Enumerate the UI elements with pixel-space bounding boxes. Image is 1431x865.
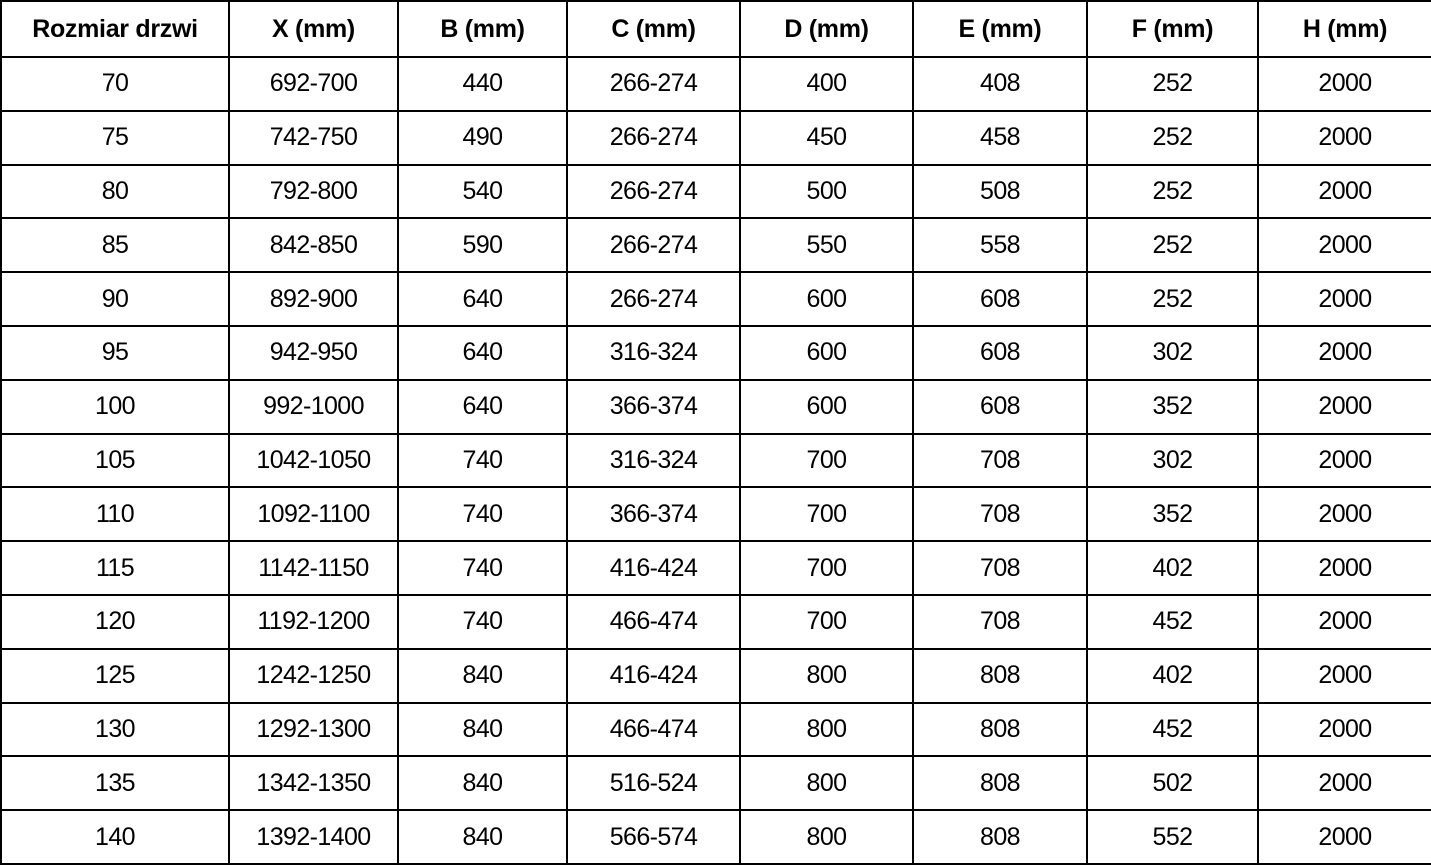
table-row	[1, 326, 1431, 380]
dimension-cell: 252	[1087, 111, 1258, 165]
door-size-cell: 75	[1, 111, 229, 165]
dimension-cell: 590	[398, 218, 567, 272]
table-row	[1, 111, 1431, 165]
door-size-cell: 120	[1, 595, 229, 649]
table-row	[1, 487, 1431, 541]
dimension-cell: 1142-1150	[229, 541, 398, 595]
dimension-cell: 366-374	[567, 380, 740, 434]
dimension-cell: 2000	[1258, 272, 1431, 326]
dimension-cell: 808	[913, 649, 1087, 703]
dimension-cell: 252	[1087, 57, 1258, 111]
dimension-cell: 2000	[1258, 810, 1431, 864]
dimension-cell: 708	[913, 487, 1087, 541]
dimension-cell: 452	[1087, 595, 1258, 649]
table-row	[1, 380, 1431, 434]
dimension-cell: 500	[740, 165, 913, 219]
dimension-cell: 352	[1087, 487, 1258, 541]
dimension-cell: 266-274	[567, 165, 740, 219]
column-header-c: C (mm)	[567, 1, 740, 57]
dimension-cell: 458	[913, 111, 1087, 165]
door-size-cell: 70	[1, 57, 229, 111]
dimension-cell: 692-700	[229, 57, 398, 111]
dimension-cell: 708	[913, 595, 1087, 649]
dimension-cell: 2000	[1258, 57, 1431, 111]
dimension-cell: 2000	[1258, 165, 1431, 219]
dimension-cell: 252	[1087, 165, 1258, 219]
dimension-cell: 700	[740, 487, 913, 541]
dimension-cell: 842-850	[229, 218, 398, 272]
table-row	[1, 57, 1431, 111]
dimension-cell: 452	[1087, 703, 1258, 757]
dimension-cell: 2000	[1258, 703, 1431, 757]
dimension-cell: 600	[740, 326, 913, 380]
dimension-cell: 740	[398, 434, 567, 488]
dimension-cell: 840	[398, 649, 567, 703]
dimension-cell: 1042-1050	[229, 434, 398, 488]
dimension-cell: 2000	[1258, 649, 1431, 703]
dimension-cell: 1192-1200	[229, 595, 398, 649]
dimension-cell: 1342-1350	[229, 756, 398, 810]
dimension-cell: 502	[1087, 756, 1258, 810]
dimension-cell: 2000	[1258, 326, 1431, 380]
dimension-cell: 316-324	[567, 326, 740, 380]
dimension-cell: 740	[398, 541, 567, 595]
dimension-cell: 466-474	[567, 703, 740, 757]
dimension-cell: 942-950	[229, 326, 398, 380]
table-row	[1, 703, 1431, 757]
door-size-cell: 95	[1, 326, 229, 380]
table-row	[1, 165, 1431, 219]
column-header-door-size: Rozmiar drzwi	[1, 1, 229, 57]
dimension-cell: 1392-1400	[229, 810, 398, 864]
dimension-cell: 808	[913, 756, 1087, 810]
dimension-cell: 608	[913, 326, 1087, 380]
dimension-cell: 508	[913, 165, 1087, 219]
dimension-cell: 808	[913, 810, 1087, 864]
column-header-h: H (mm)	[1258, 1, 1431, 57]
dimension-cell: 640	[398, 272, 567, 326]
dimension-cell: 608	[913, 272, 1087, 326]
column-header-e: E (mm)	[913, 1, 1087, 57]
dimension-cell: 550	[740, 218, 913, 272]
dimension-cell: 992-1000	[229, 380, 398, 434]
dimension-cell: 2000	[1258, 380, 1431, 434]
dimension-cell: 1292-1300	[229, 703, 398, 757]
door-size-cell: 125	[1, 649, 229, 703]
dimension-cell: 2000	[1258, 487, 1431, 541]
column-header-d: D (mm)	[740, 1, 913, 57]
dimension-cell: 402	[1087, 649, 1258, 703]
door-size-cell: 135	[1, 756, 229, 810]
table-body	[1, 57, 1431, 864]
dimension-cell: 640	[398, 380, 567, 434]
column-header-x: X (mm)	[229, 1, 398, 57]
column-header-f: F (mm)	[1087, 1, 1258, 57]
door-size-cell: 130	[1, 703, 229, 757]
dimension-cell: 252	[1087, 272, 1258, 326]
dimension-cell: 800	[740, 810, 913, 864]
dimension-cell: 266-274	[567, 272, 740, 326]
dimension-cell: 2000	[1258, 434, 1431, 488]
dimension-cell: 708	[913, 434, 1087, 488]
dimension-cell: 266-274	[567, 111, 740, 165]
dimension-cell: 840	[398, 756, 567, 810]
dimension-cell: 840	[398, 810, 567, 864]
dimension-cell: 2000	[1258, 111, 1431, 165]
dimension-cell: 302	[1087, 434, 1258, 488]
dimension-cell: 366-374	[567, 487, 740, 541]
table-row	[1, 218, 1431, 272]
dimension-cell: 450	[740, 111, 913, 165]
dimension-cell: 2000	[1258, 595, 1431, 649]
dimension-cell: 792-800	[229, 165, 398, 219]
dimension-cell: 316-324	[567, 434, 740, 488]
dimension-cell: 800	[740, 703, 913, 757]
door-size-cell: 100	[1, 380, 229, 434]
dimension-cell: 700	[740, 595, 913, 649]
dimension-cell: 2000	[1258, 541, 1431, 595]
dimension-cell: 540	[398, 165, 567, 219]
dimension-cell: 708	[913, 541, 1087, 595]
column-header-b: B (mm)	[398, 1, 567, 57]
table-row	[1, 595, 1431, 649]
door-size-cell: 115	[1, 541, 229, 595]
dimension-cell: 352	[1087, 380, 1258, 434]
table-row	[1, 541, 1431, 595]
dimension-cell: 416-424	[567, 541, 740, 595]
door-size-cell: 105	[1, 434, 229, 488]
table-row	[1, 272, 1431, 326]
table-row	[1, 810, 1431, 864]
dimension-cell: 400	[740, 57, 913, 111]
dimension-cell: 1242-1250	[229, 649, 398, 703]
table-row	[1, 756, 1431, 810]
door-size-cell: 85	[1, 218, 229, 272]
dimension-cell: 516-524	[567, 756, 740, 810]
dimension-cell: 608	[913, 380, 1087, 434]
dimension-cell: 742-750	[229, 111, 398, 165]
dimension-cell: 266-274	[567, 218, 740, 272]
dimension-cell: 490	[398, 111, 567, 165]
dimension-cell: 2000	[1258, 756, 1431, 810]
table-row	[1, 434, 1431, 488]
dimension-cell: 266-274	[567, 57, 740, 111]
dimension-cell: 466-474	[567, 595, 740, 649]
dimension-cell: 416-424	[567, 649, 740, 703]
dimension-cell: 800	[740, 756, 913, 810]
dimension-cell: 740	[398, 487, 567, 541]
dimension-cell: 700	[740, 434, 913, 488]
door-size-cell: 110	[1, 487, 229, 541]
door-size-cell: 140	[1, 810, 229, 864]
door-size-cell: 80	[1, 165, 229, 219]
dimension-cell: 252	[1087, 218, 1258, 272]
table-header-row	[1, 1, 1431, 57]
dimension-cell: 640	[398, 326, 567, 380]
dimension-cell: 440	[398, 57, 567, 111]
dimension-cell: 808	[913, 703, 1087, 757]
dimension-cell: 566-574	[567, 810, 740, 864]
door-size-cell: 90	[1, 272, 229, 326]
dimension-cell: 740	[398, 595, 567, 649]
dimension-cell: 1092-1100	[229, 487, 398, 541]
dimension-cell: 892-900	[229, 272, 398, 326]
dimension-cell: 840	[398, 703, 567, 757]
table-row	[1, 649, 1431, 703]
dimension-cell: 558	[913, 218, 1087, 272]
dimension-cell: 552	[1087, 810, 1258, 864]
dimension-cell: 700	[740, 541, 913, 595]
dimension-cell: 302	[1087, 326, 1258, 380]
dimension-cell: 600	[740, 380, 913, 434]
dimension-cell: 800	[740, 649, 913, 703]
dimension-cell: 408	[913, 57, 1087, 111]
dimension-cell: 402	[1087, 541, 1258, 595]
dimension-cell: 2000	[1258, 218, 1431, 272]
dimension-cell: 600	[740, 272, 913, 326]
